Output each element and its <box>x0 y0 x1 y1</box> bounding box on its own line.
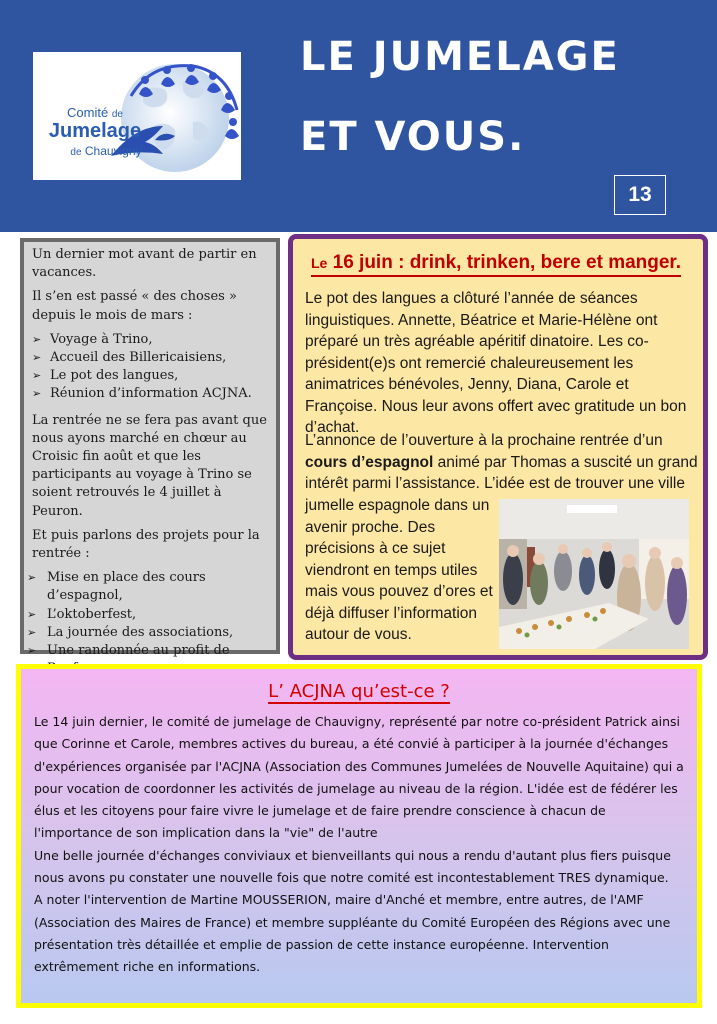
article-title: Le 16 juin : drink, trinken, bere et manger. <box>311 251 681 277</box>
article-paragraph-2: L’annonce de l’ouverture à la prochaine rentrée d’un cours d’espagnol animé par Thomas a suscité un grand intérêt parmi l’assistance. L’idée est de trouver une ville <box>305 432 698 492</box>
recap-list-item: ➢ Accueil des Billericaisiens, <box>32 349 268 367</box>
arrow-bullet-icon: ➢ <box>27 625 37 639</box>
logo-wordmark: Comité de Jumelage de Chauvigny <box>48 105 142 158</box>
summary-intro: Un dernier mot avant de partir en vacances. <box>32 247 257 281</box>
projects-list-item: ➢ Une randonnée au profit de <box>27 642 268 678</box>
projects-list-item: ➢ Mise en place des cours d’espagnol, <box>27 570 206 604</box>
arrow-bullet-icon: ➢ <box>27 644 37 658</box>
issue-number-badge: 13 <box>614 175 666 215</box>
page-title <box>300 30 620 190</box>
committee-logo <box>33 52 241 180</box>
recap-list <box>32 331 268 404</box>
arrow-bullet-icon: ➢ <box>27 571 37 585</box>
projects-list-item: ➢ La journée des associations, <box>27 624 268 642</box>
summary-recap-heading: Il s’en est passé « des choses » depuis le mois de mars : <box>32 289 237 323</box>
spanish-course-highlight: cours d’espagnol <box>305 453 434 471</box>
arrow-bullet-icon: ➢ <box>32 369 42 383</box>
acjna-body <box>34 711 686 979</box>
event-photo <box>499 499 689 649</box>
recap-list-item: ➢ Voyage à Trino, <box>32 331 268 349</box>
language-event-article <box>288 234 708 660</box>
article-paragraph-3: jumelle espagnole dans un avenir proche. Des précisions à ce sujet viendront en temps utiles mais vous pouvez d’ores et déjà diffuser l’information autour de vous. <box>305 497 493 643</box>
header-banner <box>0 0 717 232</box>
acjna-paragraph-2: Une belle journée d'échanges conviviaux et bienveillants qui nous a rendu d'autant plus fiers puisque nous avons pu constater une nouvelle fois que notre comité est incontestablement TRES dynamique. <box>34 847 671 886</box>
arrow-bullet-icon: ➢ <box>32 387 42 401</box>
title-line-1: LE JUMELAGE <box>300 34 620 80</box>
recap-list-item: ➢ Le pot des langues, <box>32 367 268 385</box>
summary-paragraph: La rentrée ne se fera pas avant que nous ayons marché en chœur au Croisic fin août et que les participants au voyage à Trino se soient retrouvés le 4 juillet à Peuron. <box>32 412 267 519</box>
acjna-article <box>16 664 702 1008</box>
acjna-title: L’ ACJNA qu’est-ce ? <box>268 681 450 702</box>
arrow-bullet-icon: ➢ <box>32 332 42 346</box>
article-paragraph-1: Le pot des langues a clôturé l’année de séances linguistiques. Annette, Béatrice et Marie-Hélène ont préparé un très agréable apéritif dinatoire. Les co-président(e)s ont remercié chaleureusement les animatrices bénévoles, Jenny, Diana, Carole et Françoise. Nous leur avons offert avec gratitude un bon d’achat. <box>305 290 687 436</box>
acjna-paragraph-1: Le 14 juin dernier, le comité de jumelage de Chauvigny, représenté par notre co-président Patrick ainsi que Corinne et Carole, membres actives du bureau, a été convié à participer à la journée d'échanges d'expériences organisée par l'ACJNA (Association des Communes Jumelées de Nouvelle Aquitaine) qui a pour vocation de coordonner les activités de jumelage au niveau de la région. L'idée est de fédérer les élus et les citoyens pour faire vivre le jumelage et de faire prendre conscience à chacun de l'importance de son implication dans la "vie" de l'autre <box>34 714 684 841</box>
acjna-paragraph-3: A noter l'intervention de Martine MOUSSERION, maire d'Anché et membre, entre autres, de l'AMF (Association des Maires de France) et membre suppléante du Comité Européen des Régions avec une présentation très détaillée et emplie de passion de cette instance européenne. Intervention extrêmement riche en informations. <box>34 892 671 975</box>
title-line-2: ET VOUS. <box>300 114 526 160</box>
arrow-bullet-icon: ➢ <box>27 607 37 621</box>
projects-list-item: ➢ L’oktoberfest, <box>27 606 268 624</box>
summary-panel <box>20 238 280 659</box>
projects-list <box>27 569 268 678</box>
projects-heading: Et puis parlons des projets pour la rentrée : <box>32 527 260 562</box>
recap-list-item: ➢ Réunion d’information ACJNA. <box>32 385 268 403</box>
arrow-bullet-icon: ➢ <box>32 351 42 365</box>
